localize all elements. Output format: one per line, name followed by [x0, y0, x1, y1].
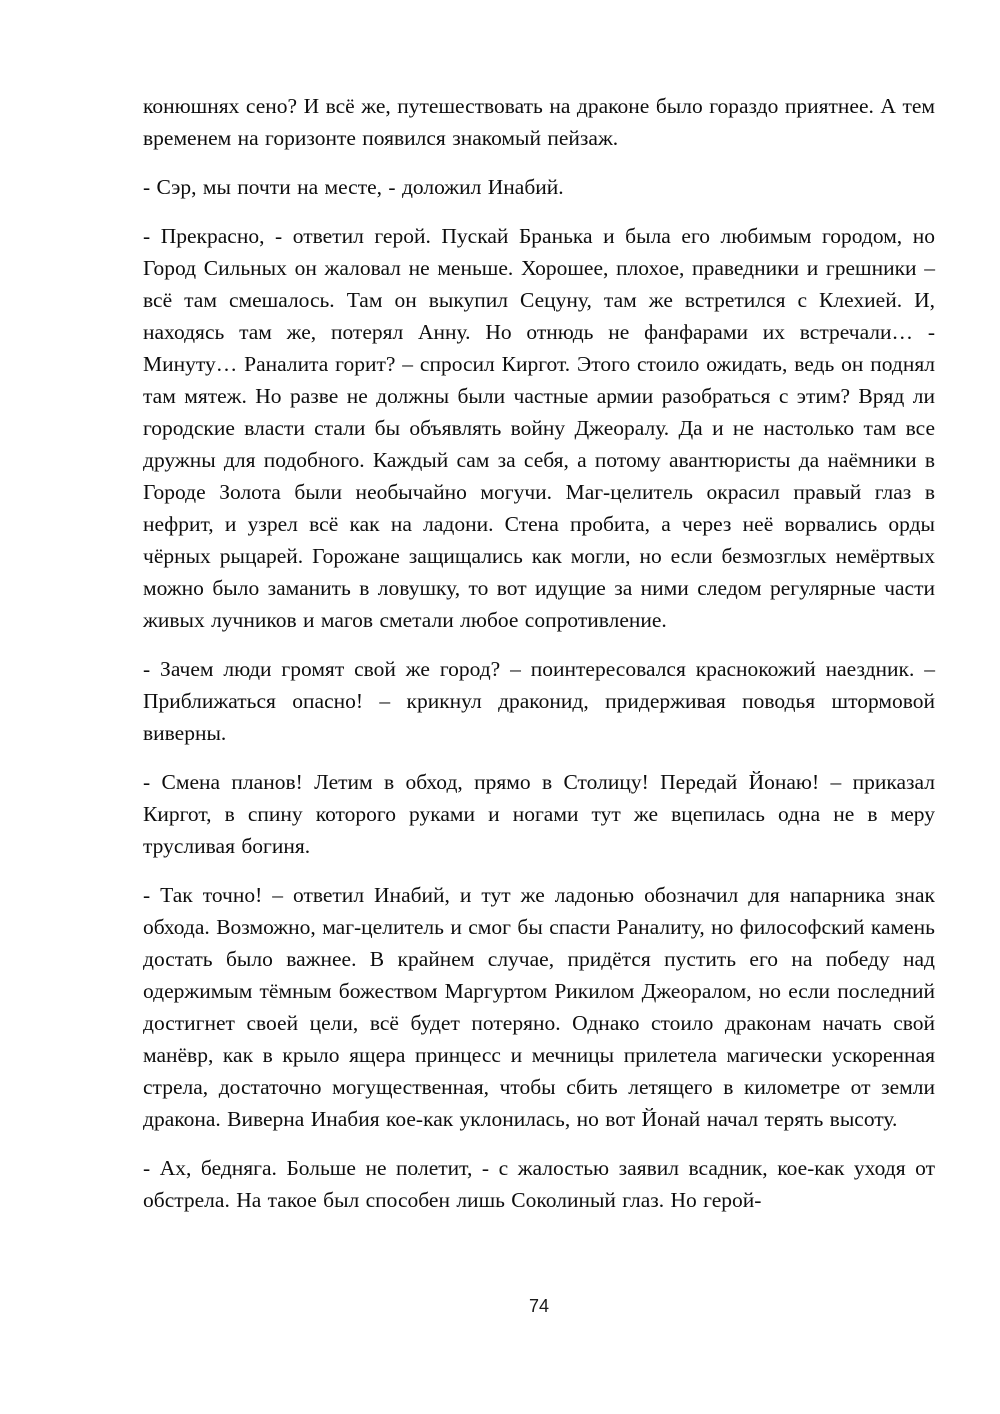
paragraph: - Ах, бедняга. Больше не полетит, - с жалостью заявил всадник, кое-как уходя от обстрела. На такое был способен лишь Соколиный глаз. Но герой-	[143, 1156, 935, 1212]
paragraph: конюшнях сено? И всё же, путешествовать на драконе было гораздо приятнее. А тем временем на горизонте появился знакомый пейзаж.	[143, 94, 935, 150]
paragraph: - Прекрасно, - ответил герой. Пускай Бранька и была его любимым городом, но Город Сильных он жаловал не меньше. Хорошее, плохое, праведники и грешники – всё там смешалось. Там он выкупил Сецуну, там же встретился с Клехией. И, находясь там же, потерял Анну. Но отнюдь не фанфарами их встречали… - Минуту… Раналита горит? – спросил Киргот. Этого стоило ожидать, ведь он поднял там мятеж. Но разве не должны были частные армии разобраться с этим? Вряд ли городские власти стали бы объявлять войну Джеоралу. Да и не настолько там все дружны для подобного. Каждый сам за себя, а потому авантюристы да наёмники в Городе Золота были необычайно могучи. Маг-целитель окрасил правый глаз в нефрит, и узрел всё как на ладони. Стена пробита, а через неё ворвались орды чёрных рыцарей. Горожане защищались как могли, но если безмозглых немёртвых можно было заманить в ловушку, то вот идущие за ними следом регулярные части живых лучников и магов сметали любое сопротивление.	[143, 224, 935, 632]
page-text-block	[143, 90, 935, 1216]
paragraph: - Так точно! – ответил Инабий, и тут же ладонью обозначил для напарника знак обхода. Возможно, маг-целитель и смог бы спасти Раналиту, но философский камень достать было важнее. В крайнем случае, придётся пустить его на победу над одержимым тёмным божеством Маргуртом Рикилом Джеоралом, но если последний достигнет своей цели, всё будет потеряно. Однако стоило драконам начать свой манёвр, как в крыло ящера принцесс и мечницы прилетела магически ускоренная стрела, достаточно могущественная, чтобы сбить летящего в километре от земли дракона. Виверна Инабия кое-как уклонилась, но вот Йонай начал терять высоту.	[143, 883, 935, 1131]
paragraph: - Зачем люди громят свой же город? – поинтересовался краснокожий наездник. – Приближаться опасно! – крикнул драконид, придерживая поводья штормовой виверны.	[143, 657, 935, 745]
paragraph: - Сэр, мы почти на месте, - доложил Инабий.	[143, 175, 564, 199]
paragraph: - Смена планов! Летим в обход, прямо в Столицу! Передай Йонаю! – приказал Киргот, в спину которого руками и ногами тут же вцепилась одна не в меру трусливая богиня.	[143, 770, 935, 858]
page-number: 74	[528, 1296, 550, 1316]
